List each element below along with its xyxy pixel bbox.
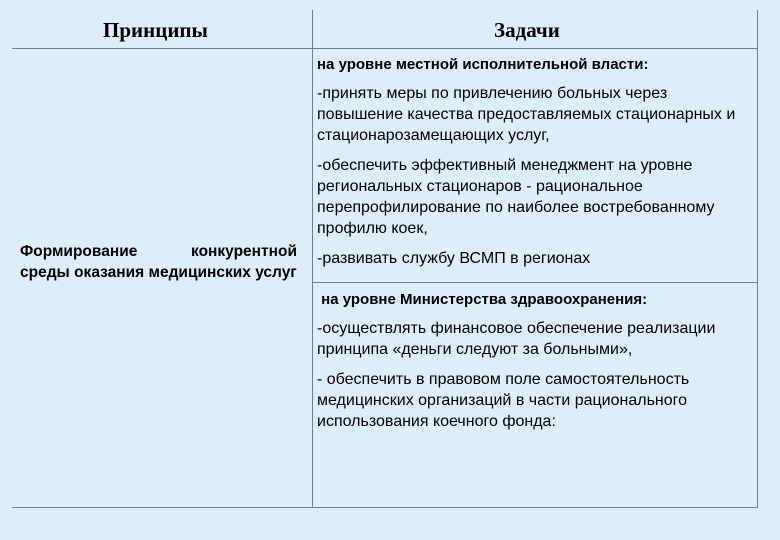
task-item: - обеспечить в правовом поле самостоятельность медицинских организаций в части рационального использования коечного фонда: bbox=[317, 371, 690, 430]
task-item: -принять меры по привлечению больных через повышение качества предоставляемых стационарных и стационарозамещающих услуг, bbox=[317, 85, 736, 144]
task-item: -обеспечить эффективный менеджмент на уровне региональных стационаров - рациональное перепрофилирование по наиболее востребованному профилю коек, bbox=[317, 157, 715, 237]
header-tasks: Задачи bbox=[494, 18, 560, 42]
task-item: -осуществлять финансовое обеспечение реализации принципа «деньги следуют за больными», bbox=[317, 320, 716, 358]
tasks-local-authority bbox=[317, 55, 753, 278]
header-principles: Принципы bbox=[103, 18, 208, 42]
task-item: -развивать службу ВСМП в регионах bbox=[317, 250, 591, 267]
table-bottom-border bbox=[12, 507, 758, 508]
header-bottom-border bbox=[12, 48, 758, 49]
section-divider bbox=[312, 282, 758, 283]
table-right-border bbox=[757, 10, 758, 508]
level-heading: на уровне Министерства здравоохранения: bbox=[317, 291, 648, 308]
principles-tasks-table bbox=[12, 10, 758, 508]
principle-text: Формирование конкурентной среды оказания медицинских услуг bbox=[20, 243, 297, 281]
column-divider bbox=[312, 10, 313, 508]
tasks-ministry bbox=[317, 290, 753, 441]
level-heading: на уровне местной исполнительной власти: bbox=[317, 56, 649, 73]
